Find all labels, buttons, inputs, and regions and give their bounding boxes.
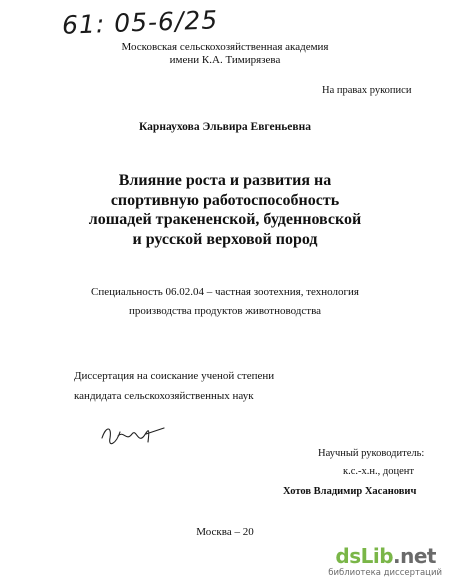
supervisor-name: Хотов Владимир Хасанович bbox=[283, 486, 417, 497]
degree-statement-line1: Диссертация на соискание ученой степени bbox=[74, 370, 275, 382]
specialty-line2: производства продуктов животноводства bbox=[128, 305, 322, 317]
title-line4: и русской верховой пород bbox=[132, 230, 318, 248]
handwritten-code: 61: 05-6/25 bbox=[61, 5, 219, 40]
degree-statement-line2: кандидата сельскохозяйственных наук bbox=[74, 390, 254, 402]
watermark-logo-main: dsLib bbox=[335, 544, 394, 568]
author-name: Карнаухова Эльвира Евгеньевна bbox=[139, 121, 311, 133]
institution-name-line1: Московская сельскохозяйственная академия bbox=[121, 41, 329, 53]
specialty-line1: Специальность 06.02.04 – частная зоотехния, технология bbox=[91, 286, 359, 298]
watermark-logo bbox=[335, 544, 436, 568]
rights-note: На правах рукописи bbox=[322, 85, 412, 96]
watermark-logo-dot: .net bbox=[393, 544, 436, 568]
title-line3: лошадей тракененской, буденновской bbox=[88, 211, 362, 228]
supervisor-label: Научный руководитель: bbox=[318, 448, 425, 459]
dissertation-title bbox=[0, 171, 450, 249]
watermark-subtitle: библиотека диссертаций bbox=[328, 568, 442, 578]
title-line2: спортивную работоспособность bbox=[110, 191, 340, 209]
title-line1: Влияние роста и развития на bbox=[118, 172, 332, 189]
supervisor-degree: к.с.-х.н., доцент bbox=[343, 466, 414, 477]
author-signature bbox=[98, 420, 168, 452]
city-year: Москва – 20 bbox=[196, 526, 254, 538]
dslib-watermark bbox=[320, 544, 448, 580]
institution-name-line2: имени К.А. Тимирязева bbox=[169, 54, 281, 66]
